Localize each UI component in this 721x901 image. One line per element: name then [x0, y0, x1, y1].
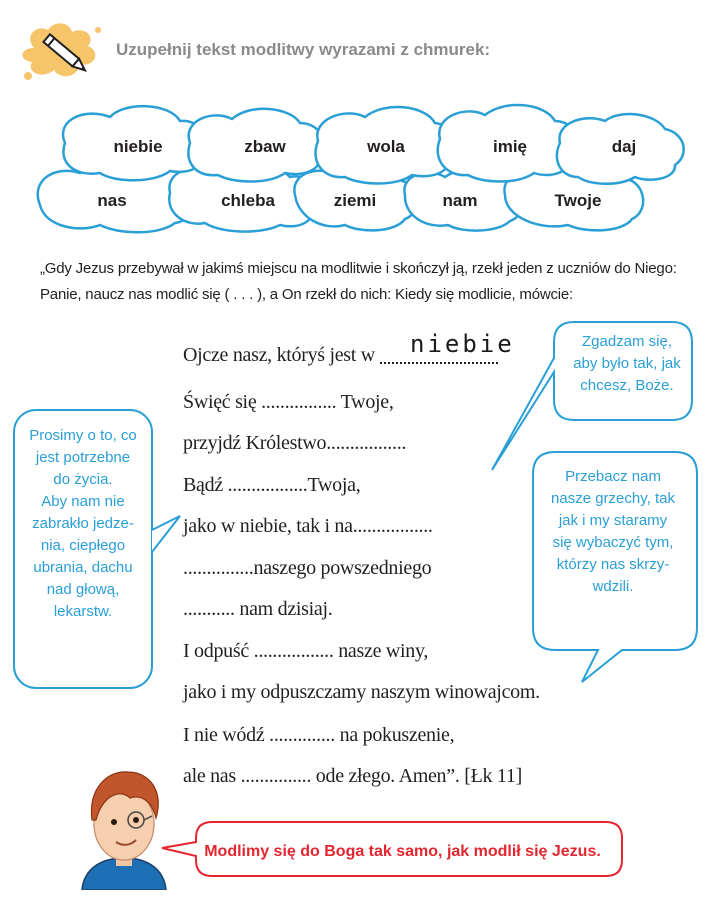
prayer-line-8 — [183, 640, 428, 663]
cloud-word-twoje: Twoje — [554, 191, 602, 210]
cloud-word-daj: daj — [611, 137, 637, 156]
bubble-left-line: Aby nam nie — [41, 493, 125, 510]
prayer-text: jako i my odpuszczamy naszym winowajcom. — [183, 681, 540, 703]
prayer-line-11 — [183, 765, 522, 788]
prayer-line-10 — [183, 724, 454, 747]
prayer-line-5 — [183, 515, 433, 538]
blank-10[interactable]: .............. — [269, 724, 335, 746]
prayer-text: Ojcze nasz, któryś jest w — [183, 344, 375, 366]
bubble-right-line: którzy nas skrzy- — [556, 556, 670, 573]
prayer-text: ode złego. Amen”. [Łk 11] — [315, 765, 522, 787]
prayer-text: Święć się — [183, 391, 257, 413]
bubble-right-line: jak i my staramy — [558, 512, 668, 529]
blank-7[interactable]: ........... — [183, 598, 235, 620]
prayer-text: I odpuść — [183, 640, 249, 662]
prayer-text: nam dzisiaj. — [239, 598, 333, 620]
cloud-word-nas: nas — [97, 191, 127, 210]
prayer-text: nasze winy, — [338, 640, 429, 662]
instruction-title: Uzupełnij tekst modlitwy wyrazami z chmurek: — [116, 40, 491, 59]
prayer-text: na pokuszenie, — [339, 724, 455, 746]
bubble-left-line: nad głową, — [46, 581, 120, 598]
bubble-right-line: nasze grzechy, tak — [551, 490, 675, 507]
prayer-line-4 — [183, 474, 360, 497]
cloud-word-nam: nam — [442, 191, 478, 210]
bubble-right-text — [538, 466, 688, 598]
bubble-left-line: jest potrzebne — [35, 449, 131, 466]
blank-5[interactable]: ................. — [352, 515, 433, 537]
prayer-line-6 — [183, 557, 431, 580]
blank-11[interactable]: ............... — [240, 765, 312, 787]
boy-illustration-icon — [72, 758, 174, 890]
bubble-left-tail — [152, 516, 180, 552]
cloud-word-chleba: chleba — [221, 191, 275, 210]
prayer-text: jako w niebie, tak i na — [183, 515, 353, 537]
prayer-text: Twoja, — [307, 474, 361, 496]
blank-3[interactable]: ................. — [326, 432, 407, 454]
prayer-text: przyjdź Królestwo — [183, 432, 327, 454]
bubble-left-text — [20, 425, 146, 623]
cloud-word-ziemi: ziemi — [333, 191, 377, 210]
blank-1[interactable] — [380, 362, 498, 364]
prayer-line-7 — [183, 598, 332, 621]
bubble-right-line: Przebacz nam — [565, 468, 661, 485]
bubble-left-line: ubrania, dachu — [33, 559, 133, 576]
intro-paragraph: „Gdy Jezus przebywał w jakimś miejscu na modlitwie i skończył ją, rzekł jeden z uczniów do Niego: Panie, naucz nas modlić się ( . . . ), a On rzekł do nich: Kiedy się modlicie, mówcie: — [40, 260, 677, 303]
blank-6[interactable]: ............... — [183, 557, 254, 579]
cloud-word-imie: imię — [492, 137, 528, 156]
blank-2[interactable]: ................ — [261, 391, 337, 413]
handwritten-answer: niebie — [410, 330, 515, 358]
bubble-top-line: Zgadzam się, — [581, 333, 673, 350]
prayer-text: naszego powszedniego — [253, 557, 432, 579]
prayer-text: Twoje, — [340, 391, 394, 413]
prayer-line-3 — [183, 432, 406, 455]
bubble-top-line: chcesz, Boże. — [580, 377, 674, 394]
blank-4[interactable]: ................. — [227, 474, 308, 496]
bubble-left-line: zabrakło jedze- — [32, 515, 134, 532]
prayer-text: Bądź — [183, 474, 223, 496]
prayer-text: ale nas — [183, 765, 236, 787]
bubble-right-line: się wybaczyć tym, — [552, 534, 674, 551]
footer-message: Modlimy się do Boga tak samo, jak modlił się Jezus. — [204, 843, 601, 860]
cloud-word-wola: wola — [367, 137, 405, 156]
bubble-left-line: Prosimy o to, co — [29, 427, 137, 444]
prayer-line-9 — [183, 681, 540, 704]
bubble-left-line: do życia. — [53, 471, 113, 488]
bubble-left-line: nia, ciepłego — [40, 537, 126, 554]
bubble-left-line: lekarstw. — [53, 603, 113, 620]
prayer-line-2 — [183, 391, 394, 414]
blank-8[interactable]: ................. — [253, 640, 334, 662]
cloud-word-niebie: niebie — [113, 137, 163, 156]
cloud-word-zbaw: zbaw — [244, 137, 286, 156]
prayer-text: I nie wódź — [183, 724, 265, 746]
bubble-top-text — [562, 331, 692, 397]
bubble-right-line: wdzili. — [592, 578, 634, 595]
bubble-top-line: aby było tak, jak — [573, 355, 681, 372]
